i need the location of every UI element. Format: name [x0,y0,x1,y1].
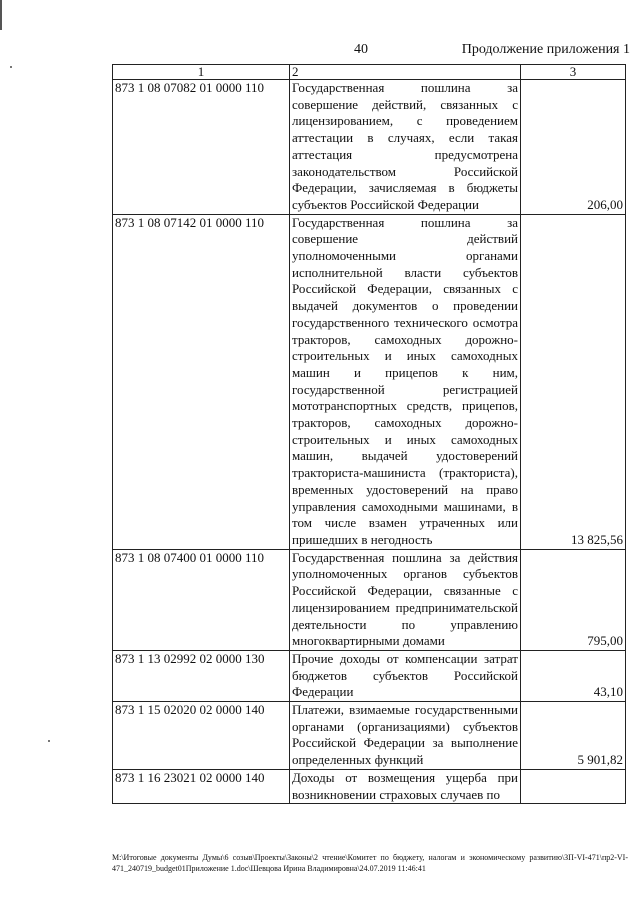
revenue-description: Государственная пошлина за действия уполномоченных органов субъектов Российской Федерации, связанные с лицензированием предпринимательской деятельности по управлению многоквартирными домами [290,549,521,650]
column-header-3: 3 [521,65,626,80]
file-path-footer: M:\Итоговые документы Думы\6 созыв\Проекты\Законы\2 чтение\Комитет по бюджету, налогам и экономическому развитию\ЗП-VI-471\пр2-VI-471_240719_budget01Приложение 1.doc\Шевцова Ирина Владимировна\24.07.2019 11:46:41 [112,853,628,873]
page-number: 40 [354,42,368,57]
continuation-label: Продолжение приложения 1 [461,42,630,57]
margin-dot [48,740,50,742]
table-row [113,769,626,803]
revenue-code: 873 1 08 07082 01 0000 110 [113,80,290,215]
margin-dot [10,66,12,68]
table-row [113,80,626,215]
revenue-description: Государственная пошлина за совершение действий уполномоченными органами исполнительной власти субъектов Российской Федерации, связанных с выдачей документов о проведении государственного технического осмотра тракторов, самоходных дорожно-строительных и иных самоходных машин и прицепов к ним, государственной регистрацией мототранспортных средств, прицепов, тракторов, самоходных дорожно-строительных и иных самоходных машин, выдачей удостоверений тракториста-машиниста (тракториста), временных удостоверений на право управления самоходными машинами, в том числе взамен утраченных или пришедших в негодность [290,214,521,549]
revenue-description: Доходы от возмещения ущерба при возникновении страховых случаев по [290,769,521,803]
revenue-code: 873 1 15 02020 02 0000 140 [113,702,290,770]
table-header-row [113,65,626,80]
margin-mark [0,0,2,30]
revenue-amount: 206,00 [521,80,626,215]
table-row [113,650,626,701]
revenue-table [112,64,626,804]
revenue-amount: 13 825,56 [521,214,626,549]
revenue-amount: 43,10 [521,650,626,701]
revenue-code: 873 1 16 23021 02 0000 140 [113,769,290,803]
revenue-amount: 795,00 [521,549,626,650]
revenue-description: Государственная пошлина за совершение действий, связанных с лицензированием, с проведением аттестации в случаях, если такая аттестация предусмотрена законодательством Российской Федерации, зачисляемая в бюджеты субъектов Российской Федерации [290,80,521,215]
table-row [113,702,626,770]
column-header-2: 2 [290,65,521,80]
table-row [113,214,626,549]
revenue-amount [521,769,626,803]
revenue-code: 873 1 13 02992 02 0000 130 [113,650,290,701]
revenue-code: 873 1 08 07142 01 0000 110 [113,214,290,549]
revenue-description: Прочие доходы от компенсации затрат бюджетов субъектов Российской Федерации [290,650,521,701]
revenue-code: 873 1 08 07400 01 0000 110 [113,549,290,650]
revenue-amount: 5 901,82 [521,702,626,770]
column-header-1: 1 [113,65,290,80]
revenue-description: Платежи, взимаемые государственными органами (организациями) субъектов Российской Федерации за выполнение определенных функций [290,702,521,770]
table-row [113,549,626,650]
